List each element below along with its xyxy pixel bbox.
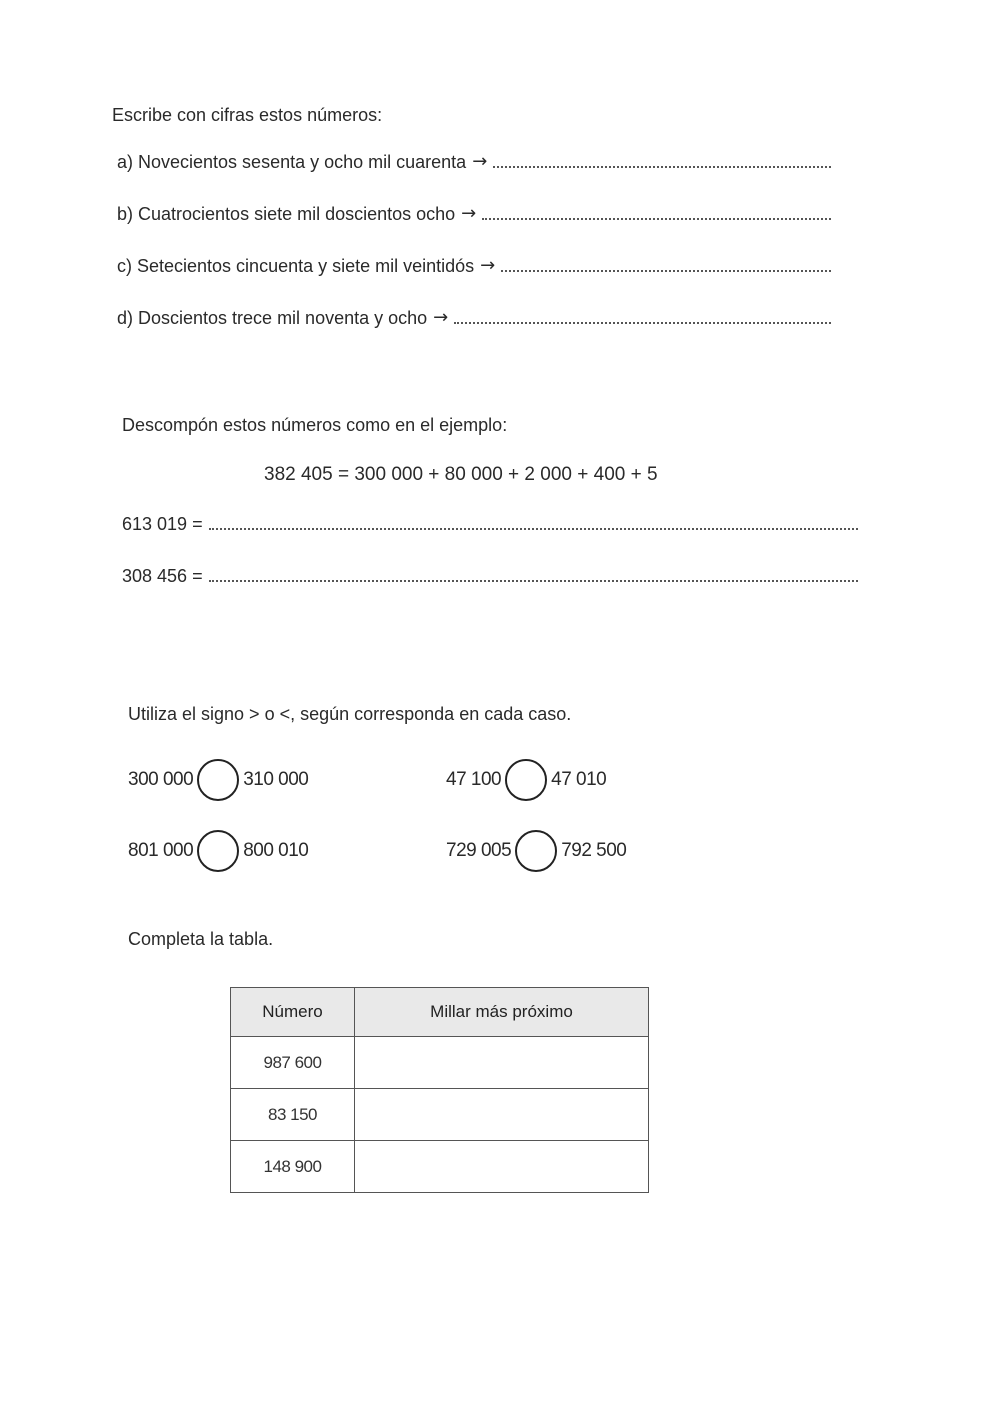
section1-instruction: Escribe con cifras estos números: [112, 105, 383, 125]
millar-answer-cell[interactable] [355, 1037, 649, 1089]
comparison-circle-input[interactable] [505, 759, 547, 801]
table-row [231, 1089, 649, 1141]
comparison-pair-4 [446, 830, 626, 872]
answer-b-field[interactable] [482, 217, 831, 220]
table-header-row [231, 988, 649, 1037]
decomposition-example: 382 405 = 300 000 + 80 000 + 2 000 + 400 + 5 [264, 464, 658, 485]
right-number: 792 500 [561, 840, 627, 861]
exercise-c-row [117, 257, 831, 275]
section4-instruction: Completa la tabla. [128, 929, 274, 949]
decompose-label-2: 308 456 = [122, 566, 203, 586]
arrow-icon: → [461, 203, 477, 224]
exercise-a-row [117, 153, 831, 171]
right-number: 310 000 [243, 769, 309, 790]
numero-cell: 148 900 [231, 1141, 355, 1193]
table-row [231, 1141, 649, 1193]
exercise-d-label: d) Doscientos trece mil noventa y ocho [117, 308, 428, 328]
arrow-icon: → [472, 151, 488, 172]
decompose-answer-1-field[interactable] [209, 527, 858, 530]
millar-answer-cell[interactable] [355, 1141, 649, 1193]
left-number: 729 005 [446, 840, 512, 861]
exercise-b-row [117, 205, 831, 223]
header-numero: Número [231, 988, 355, 1037]
comparison-circle-input[interactable] [515, 830, 557, 872]
exercise-d-row [117, 309, 831, 327]
section2-instruction: Descompón estos números como en el ejemplo: [122, 415, 508, 435]
numero-cell: 987 600 [231, 1037, 355, 1089]
comparison-pair-1 [128, 759, 308, 801]
decompose-answer-2-field[interactable] [209, 579, 858, 582]
table-row [231, 1037, 649, 1089]
exercise-a-label: a) Novecientos sesenta y ocho mil cuarenta [117, 152, 467, 172]
arrow-icon: → [433, 307, 449, 328]
left-number: 47 100 [446, 769, 502, 790]
comparison-pair-3 [128, 830, 308, 872]
decompose-row-1 [122, 515, 858, 533]
answer-d-field[interactable] [454, 321, 831, 324]
decompose-label-1: 613 019 = [122, 514, 203, 534]
right-number: 47 010 [551, 769, 607, 790]
arrow-icon: → [480, 255, 496, 276]
right-number: 800 010 [243, 840, 309, 861]
decompose-row-2 [122, 567, 858, 585]
millar-answer-cell[interactable] [355, 1089, 649, 1141]
answer-c-field[interactable] [501, 269, 831, 272]
comparison-circle-input[interactable] [197, 830, 239, 872]
left-number: 801 000 [128, 840, 194, 861]
section3-instruction: Utiliza el signo > o <, según corresponda en cada caso. [128, 704, 572, 724]
answer-a-field[interactable] [493, 165, 831, 168]
rounding-table [230, 987, 649, 1193]
left-number: 300 000 [128, 769, 194, 790]
exercise-b-label: b) Cuatrocientos siete mil doscientos ocho [117, 204, 456, 224]
numero-cell: 83 150 [231, 1089, 355, 1141]
header-millar: Millar más próximo [355, 988, 649, 1037]
exercise-c-label: c) Setecientos cincuenta y siete mil veintidós [117, 256, 475, 276]
comparison-circle-input[interactable] [197, 759, 239, 801]
comparison-pair-2 [446, 759, 606, 801]
